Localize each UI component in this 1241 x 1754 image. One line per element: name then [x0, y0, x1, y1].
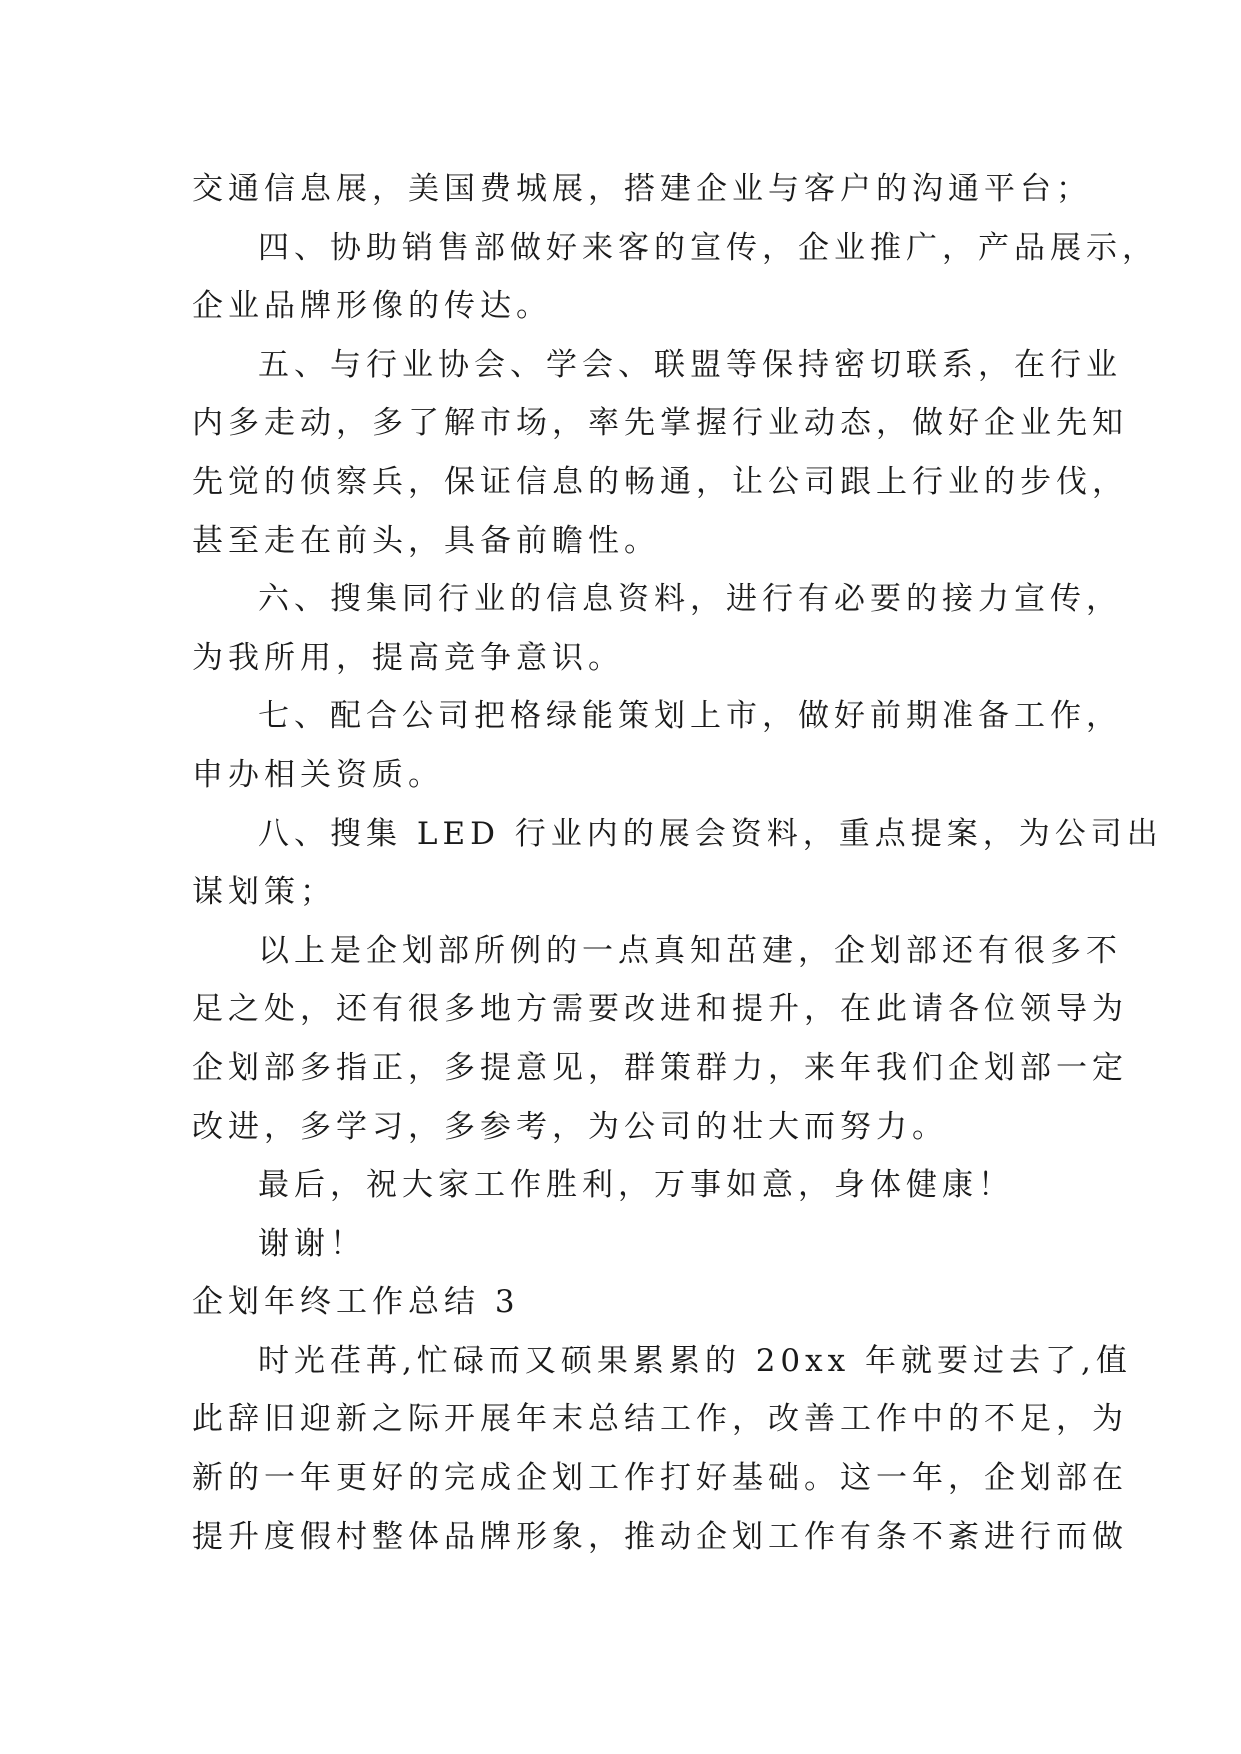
text-line: 时光荏苒,忙碌而又硕果累累的 20xx 年就要过去了,值 [258, 1342, 1132, 1379]
text-line: 企划部多指正，多提意见，群策群力，来年我们企划部一定 [192, 1049, 1128, 1086]
text-line: 申办相关资质。 [192, 756, 444, 793]
text-line: 足之处，还有很多地方需要改进和提升，在此请各位领导为 [192, 991, 1128, 1028]
text-line: 五、与行业协会、学会、联盟等保持密切联系，在行业 [258, 346, 1122, 383]
text-line: 谢谢！ [258, 1225, 366, 1262]
text-line: 为我所用，提高竞争意识。 [192, 639, 624, 676]
text-line: 以上是企划部所例的一点真知茁建，企划部还有很多不 [258, 932, 1122, 969]
text-line: 甚至走在前头，具备前瞻性。 [192, 522, 660, 559]
text-line: 七、配合公司把格绿能策划上市，做好前期准备工作， [258, 698, 1122, 735]
document-body [192, 160, 1163, 1566]
text-line: 谋划策； [192, 874, 336, 911]
text-line: 六、搜集同行业的信息资料，进行有必要的接力宣传， [258, 581, 1122, 618]
text-line: 四、协助销售部做好来客的宣传，企业推广，产品展示， [258, 229, 1158, 266]
text-line: 先觉的侦察兵，保证信息的畅通，让公司跟上行业的步伐， [192, 463, 1128, 500]
text-line: 交通信息展，美国费城展，搭建企业与客户的沟通平台； [192, 171, 1092, 207]
text-line: 八、搜集 LED 行业内的展会资料，重点提案，为公司出 [258, 815, 1163, 852]
text-line: 此辞旧迎新之际开展年末总结工作，改善工作中的不足，为 [192, 1401, 1128, 1438]
text-line: 改进，多学习，多参考，为公司的壮大而努力。 [192, 1108, 948, 1145]
section-heading: 企划年终工作总结 3 [192, 1284, 520, 1321]
text-line: 新的一年更好的完成企划工作打好基础。这一年，企划部在 [192, 1460, 1128, 1497]
text-line: 提升度假村整体品牌形象，推动企划工作有条不紊进行而做 [192, 1518, 1128, 1555]
text-line: 内多走动，多了解市场，率先掌握行业动态，做好企业先知 [192, 405, 1128, 442]
text-line: 最后，祝大家工作胜利，万事如意，身体健康！ [258, 1167, 1014, 1204]
text-line: 企业品牌形像的传达。 [192, 288, 552, 325]
